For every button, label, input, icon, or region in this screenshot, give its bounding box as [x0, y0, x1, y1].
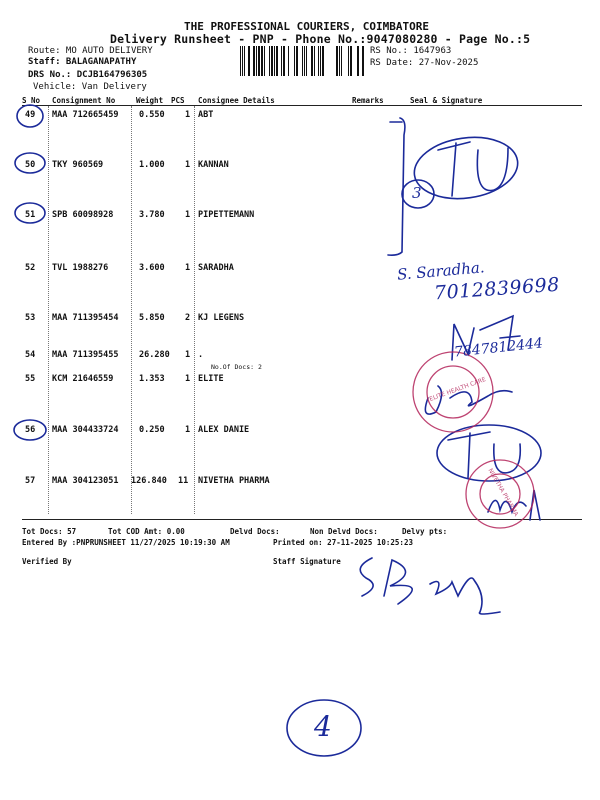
delivery-points: Delvy pts:: [402, 527, 448, 536]
row-consignment: MAA 304433724: [52, 425, 119, 435]
circled-three: 3: [412, 184, 422, 202]
staff-label: Staff: BALAGANAPATHY: [28, 57, 137, 67]
handwritten-phone-row54: 7847812444: [453, 335, 544, 361]
elite-stamp-text: ELITE HEALTH CARE: [428, 376, 487, 403]
row-weight: 3.780: [139, 210, 165, 220]
col-seal-signature: Seal & Signature: [410, 96, 483, 105]
row-pcs: 1: [185, 263, 191, 273]
initials-stroke: [438, 142, 508, 196]
row-consignment: SPB 60098928: [52, 210, 114, 220]
row-weight: 0.550: [139, 110, 165, 120]
row-consignment: KCM 21646559: [52, 374, 114, 384]
sno-circle: [17, 105, 43, 127]
nivetha-stamp-text: NIVETHA PHARMA: [486, 467, 520, 518]
rs-number: RS No.: 1647963: [370, 46, 452, 56]
col-consignment: Consignment No: [52, 96, 116, 105]
row-sno: 49: [25, 110, 36, 120]
total-docs: Tot Docs: 57: [22, 527, 77, 536]
sno-circle: [14, 420, 46, 440]
row-pcs: 1: [185, 425, 191, 435]
row-consignment: TVL 1988276: [52, 263, 109, 273]
row-consignee: ABT: [198, 110, 214, 120]
runsheet-title: Delivery Runsheet - PNP - Phone No.:9047080280 - Page No.:5: [110, 32, 531, 46]
route-label: Route: MO AUTO DELIVERY: [28, 46, 153, 56]
staff-signature-label: Staff Signature: [273, 557, 341, 566]
row-sno: 52: [25, 263, 36, 273]
row-consignee: ELITE: [198, 374, 224, 384]
row-consignment: MAA 304123051: [52, 476, 119, 486]
handwritten-phone-saradha: 7012839698: [433, 273, 561, 305]
bracket-stroke: [388, 118, 405, 255]
entered-by: Entered By :PNPRUNSHEET 11/27/2025 10:19:30 AM: [22, 538, 230, 547]
initials-stroke: [448, 432, 520, 478]
row-pcs: 1: [185, 350, 191, 360]
row-sno: 51: [25, 210, 36, 220]
sno-circle: [15, 153, 45, 173]
col-remarks: Remarks: [352, 96, 384, 105]
sno-circle: [15, 203, 45, 223]
vehicle-label: Vehicle: Van Delivery: [33, 82, 147, 92]
staff-signature-stroke: [360, 558, 500, 614]
row-pcs: 11: [178, 476, 189, 486]
row-weight: 0.250: [139, 425, 165, 435]
row-note: No.Of Docs: 2: [211, 363, 262, 371]
row-sno: 53: [25, 313, 36, 323]
row-sno: 57: [25, 476, 36, 486]
row-consignment: MAA 711395454: [52, 313, 119, 323]
verified-by-label: Verified By: [22, 557, 72, 566]
rs-date: RS Date: 27-Nov-2025: [370, 58, 479, 68]
row-consignee: NIVETHA PHARMA: [198, 476, 270, 486]
row-pcs: 1: [185, 160, 191, 170]
row-sno: 55: [25, 374, 36, 384]
row-weight: 1.353: [139, 374, 165, 384]
row-weight: 26.280: [139, 350, 170, 360]
delivered-docs: Delvd Docs:: [230, 527, 280, 536]
row-consignee: .: [198, 350, 204, 360]
row-consignee: ALEX DANIE: [198, 425, 250, 435]
row-weight: 5.850: [139, 313, 165, 323]
col-sno: S No: [22, 96, 41, 105]
handwritten-name-saradha: S. Saradha.: [396, 258, 486, 284]
row-consignee: PIPETTEMANN: [198, 210, 255, 220]
row-sno: 54: [25, 350, 36, 360]
total-cod-amount: Tot COD Amt: 0.00: [108, 527, 185, 536]
row-sno: 50: [25, 160, 36, 170]
row-consignee: KANNAN: [198, 160, 229, 170]
row-pcs: 1: [185, 210, 191, 220]
circled-page-number: 4: [314, 710, 332, 743]
drs-number: DRS No.: DCJB164796305: [28, 70, 148, 80]
col-weight: Weight: [136, 96, 164, 105]
row-sno: 56: [25, 425, 36, 435]
row-consignee: KJ LEGENS: [198, 313, 245, 323]
row-consignment: MAA 712665459: [52, 110, 119, 120]
row-pcs: 1: [185, 110, 191, 120]
row-consignee: SARADHA: [198, 263, 234, 273]
company-name: THE PROFESSIONAL COURIERS, COIMBATORE: [184, 20, 430, 33]
row-weight: 3.600: [139, 263, 165, 273]
signature-loop: [410, 131, 521, 205]
row-consignment: TKY 960569: [52, 160, 104, 170]
col-consignee: Consignee Details: [198, 96, 275, 105]
row-weight: 126.840: [131, 476, 167, 486]
non-delivered-docs: Non Delvd Docs:: [310, 527, 378, 536]
col-pcs: PCS: [171, 96, 185, 105]
printed-on: Printed on: 27-11-2025 10:25:23: [273, 538, 413, 547]
row-consignment: MAA 711395455: [52, 350, 119, 360]
row-pcs: 1: [185, 374, 191, 384]
row-weight: 1.000: [139, 160, 165, 170]
row-pcs: 2: [185, 313, 191, 323]
